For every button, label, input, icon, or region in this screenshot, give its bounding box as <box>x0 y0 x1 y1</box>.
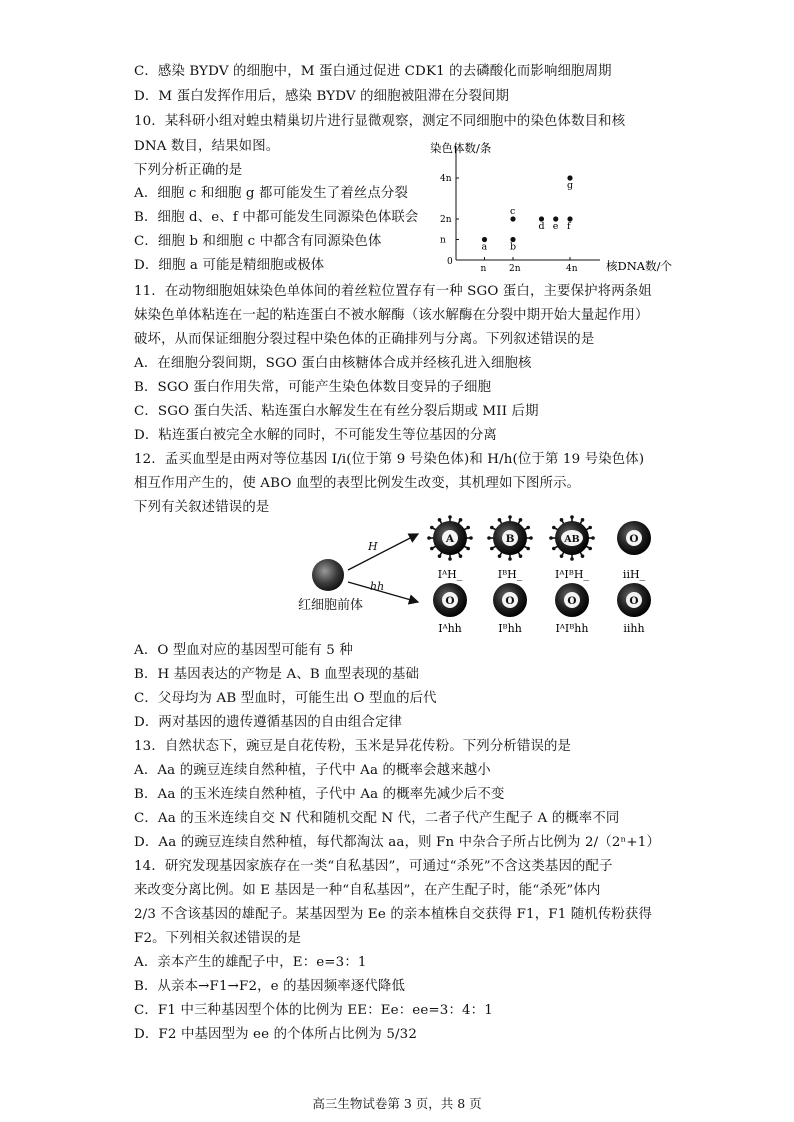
antigen-label: B <box>505 533 515 545</box>
genotype-label-bottom: iihh <box>623 622 645 635</box>
question-14-stem: 14．研究发现基因家族存在一类“自私基因”，可通过“杀死”不含这类基因的配子 <box>134 859 613 874</box>
x-tick-label: n <box>480 264 487 274</box>
question-14-stem-4: F2。下列相关叙述错误的是 <box>134 931 302 946</box>
question-13-option-a: A．Aa 的豌豆连续自然种植，子代中 Aa 的概率会越来越小 <box>134 763 491 778</box>
question-11-stem: 11．在动物细胞姐妹染色单体间的着丝粒位置存有一种 SGO 蛋白，主要保护将两条姐 <box>134 284 652 299</box>
antigen-label: O <box>567 595 577 607</box>
blood-cell-top-1 <box>487 515 533 561</box>
question-10-option-b: B．细胞 d、e、f 中都可能发生同源染色体联会 <box>134 210 419 225</box>
genotype-label-top: iiH_ <box>622 568 646 581</box>
question-12-option-d: D．两对基因的遗传遵循基因的自由组合定律 <box>134 715 403 730</box>
question-11-stem-3: 破坏，从而保证细胞分裂过程中染色体的正确排列与分离。下列叙述错误的是 <box>134 332 595 347</box>
antigen-label: O <box>505 595 515 607</box>
question-12-stem-2: 相互作用产生的，使 ABO 血型的表型比例发生改变，其机理如下图所示。 <box>134 476 581 491</box>
arrow-hh-label: hh <box>370 580 385 593</box>
y-tick-label: n <box>440 235 446 246</box>
y-tick-label: 4n <box>440 174 452 184</box>
arrow-H-label: H <box>368 540 378 553</box>
question-12-option-c: C．父母均为 AB 型血时，可能生出 O 型血的后代 <box>134 691 437 706</box>
question-12-prompt: 下列有关叙述错误的是 <box>134 500 270 515</box>
point-label-d: d <box>538 221 545 232</box>
question-11-option-b: B．SGO 蛋白作用失常，可能产生染色体数目变异的子细胞 <box>134 380 492 395</box>
blood-cell-bottom-0 <box>433 583 467 617</box>
question-14-option-c: C．F1 中三种基因型个体的比例为 EE：Ee：ee=3：4：1 <box>134 1003 493 1018</box>
x-tick-label: 4n <box>566 264 578 274</box>
question-10-stem-cont: DNA 数目，结果如图。 <box>134 139 280 154</box>
data-point-c <box>510 216 515 221</box>
blood-cell-bottom-2 <box>555 583 589 617</box>
question-14-option-d: D．F2 中基因型为 ee 的个体所占比例为 5/32 <box>134 1027 418 1042</box>
question-10-option-a: A．细胞 c 和细胞 g 都可能发生了着丝点分裂 <box>134 186 409 201</box>
point-label-a: a <box>481 241 488 253</box>
point-label-b: b <box>510 241 517 253</box>
question-13-option-b: B．Aa 的玉米连续自然种植，子代中 Aa 的概率先减少后不变 <box>134 787 505 802</box>
question-12-option-a: A．O 型血对应的基因型可能有 5 种 <box>134 643 353 658</box>
question-14-stem-3: 2/3 不含该基因的雄配子。某基因型为 Ee 的亲本植株自交获得 F1，F1 随机传粉获得 <box>134 907 653 922</box>
genotype-label-top: IᴬIᴮH_ <box>555 568 589 581</box>
question-10-option-d: D．细胞 a 可能是精细胞或极体 <box>134 258 325 273</box>
y-axis-label: 染色体数/条 <box>430 141 492 155</box>
blood-cell-top-2 <box>549 515 595 561</box>
question-10-stem: 10．某科研小组对蝗虫精巢切片进行显微观察，测定不同细胞中的染色体数目和核 <box>134 114 626 129</box>
question-11-option-a: A．在细胞分裂间期，SGO 蛋白由核糖体合成并经核孔进入细胞核 <box>134 356 532 371</box>
origin-label: 0 <box>447 257 453 267</box>
antigen-label: O <box>629 595 639 607</box>
chromosome-dna-scatter-chart <box>428 138 690 276</box>
point-label-f: f <box>567 221 571 232</box>
question-13-stem: 13．自然状态下，豌豆是自花传粉，玉米是异花传粉。下列分析错误的是 <box>134 739 572 754</box>
question-11-option-d: D．粘连蛋白被完全水解的同时，不可能发生等位基因的分离 <box>134 428 497 443</box>
point-label-e: e <box>552 221 559 232</box>
question-11-option-c: C．SGO 蛋白失活、粘连蛋白水解发生在有丝分裂后期或 MII 后期 <box>134 404 539 419</box>
page-footer: 高三生物试卷第 3 页，共 8 页 <box>312 1096 482 1111</box>
antigen-label: AB <box>564 534 580 545</box>
antigen-label: O <box>629 533 639 545</box>
question-12-stem: 12．孟买血型是由两对等位基因 I/i(位于第 9 号染色体)和 H/h(位于第 19 号染色体) <box>134 452 645 467</box>
question-10-option-c: C．细胞 b 和细胞 c 中都含有同源染色体 <box>134 234 382 249</box>
option-10-prev-d: D．M 蛋白发挥作用后，感染 BYDV 的细胞被阻滞在分裂间期 <box>134 89 510 104</box>
point-label-c: c <box>510 206 516 217</box>
option-10-prev-c: C．感染 BYDV 的细胞中，M 蛋白通过促进 CDK1 的去磷酸化而影响细胞周期 <box>134 64 612 79</box>
question-13-option-d: D．Aa 的豌豆连续自然种植，每代都淘汰 aa，则 Fn 中杂合子所占比例为 2/（2ⁿ+1） <box>134 835 661 850</box>
question-12-option-b: B．H 基因表达的产物是 A、B 血型表现的基础 <box>134 667 420 682</box>
x-tick-label: 2n <box>509 264 521 274</box>
arrow-H <box>348 534 418 570</box>
point-label-g: g <box>567 180 574 191</box>
blood-cell-top-3 <box>617 521 651 555</box>
question-13-option-c: C．Aa 的玉米连续自交 N 代和随机交配 N 代，二者子代产生配子 A 的概率不同 <box>134 811 620 826</box>
question-11-stem-2: 妹染色单体粘连在一起的粘连蛋白不被水解酶（该水解酶在分裂中期开始大量起作用） <box>134 308 649 323</box>
genotype-label-top: IᴮH_ <box>497 568 523 581</box>
x-axis-label: 核DNA数/个 <box>606 259 672 273</box>
genotype-label-bottom: IᴬIᴮhh <box>555 622 589 635</box>
y-tick-label: 2n <box>440 215 452 225</box>
antigen-label: A <box>445 533 455 545</box>
genotype-label-bottom: Iᴮhh <box>498 622 522 635</box>
genotype-label-top: IᴬH_ <box>437 568 463 581</box>
genotype-label-bottom: Iᴬhh <box>438 622 462 635</box>
question-14-option-b: B．从亲本→F1→F2，e 的基因频率逐代降低 <box>134 979 405 994</box>
precursor-label: 红细胞前体 <box>298 598 364 613</box>
question-10-prompt: 下列分析正确的是 <box>134 163 243 178</box>
blood-cell-top-0 <box>427 515 473 561</box>
question-14-stem-2: 来改变分离比例。如 E 基因是一种“自私基因”，在产生配子时，能“杀死”体内 <box>134 883 601 898</box>
erythrocyte-precursor-cell <box>312 559 344 591</box>
question-14-option-a: A．亲本产生的雄配子中，E：e=3：1 <box>134 955 367 970</box>
blood-type-mechanism-diagram <box>290 512 680 642</box>
blood-cell-bottom-3 <box>617 583 651 617</box>
antigen-label: O <box>445 595 455 607</box>
blood-cell-bottom-1 <box>493 583 527 617</box>
